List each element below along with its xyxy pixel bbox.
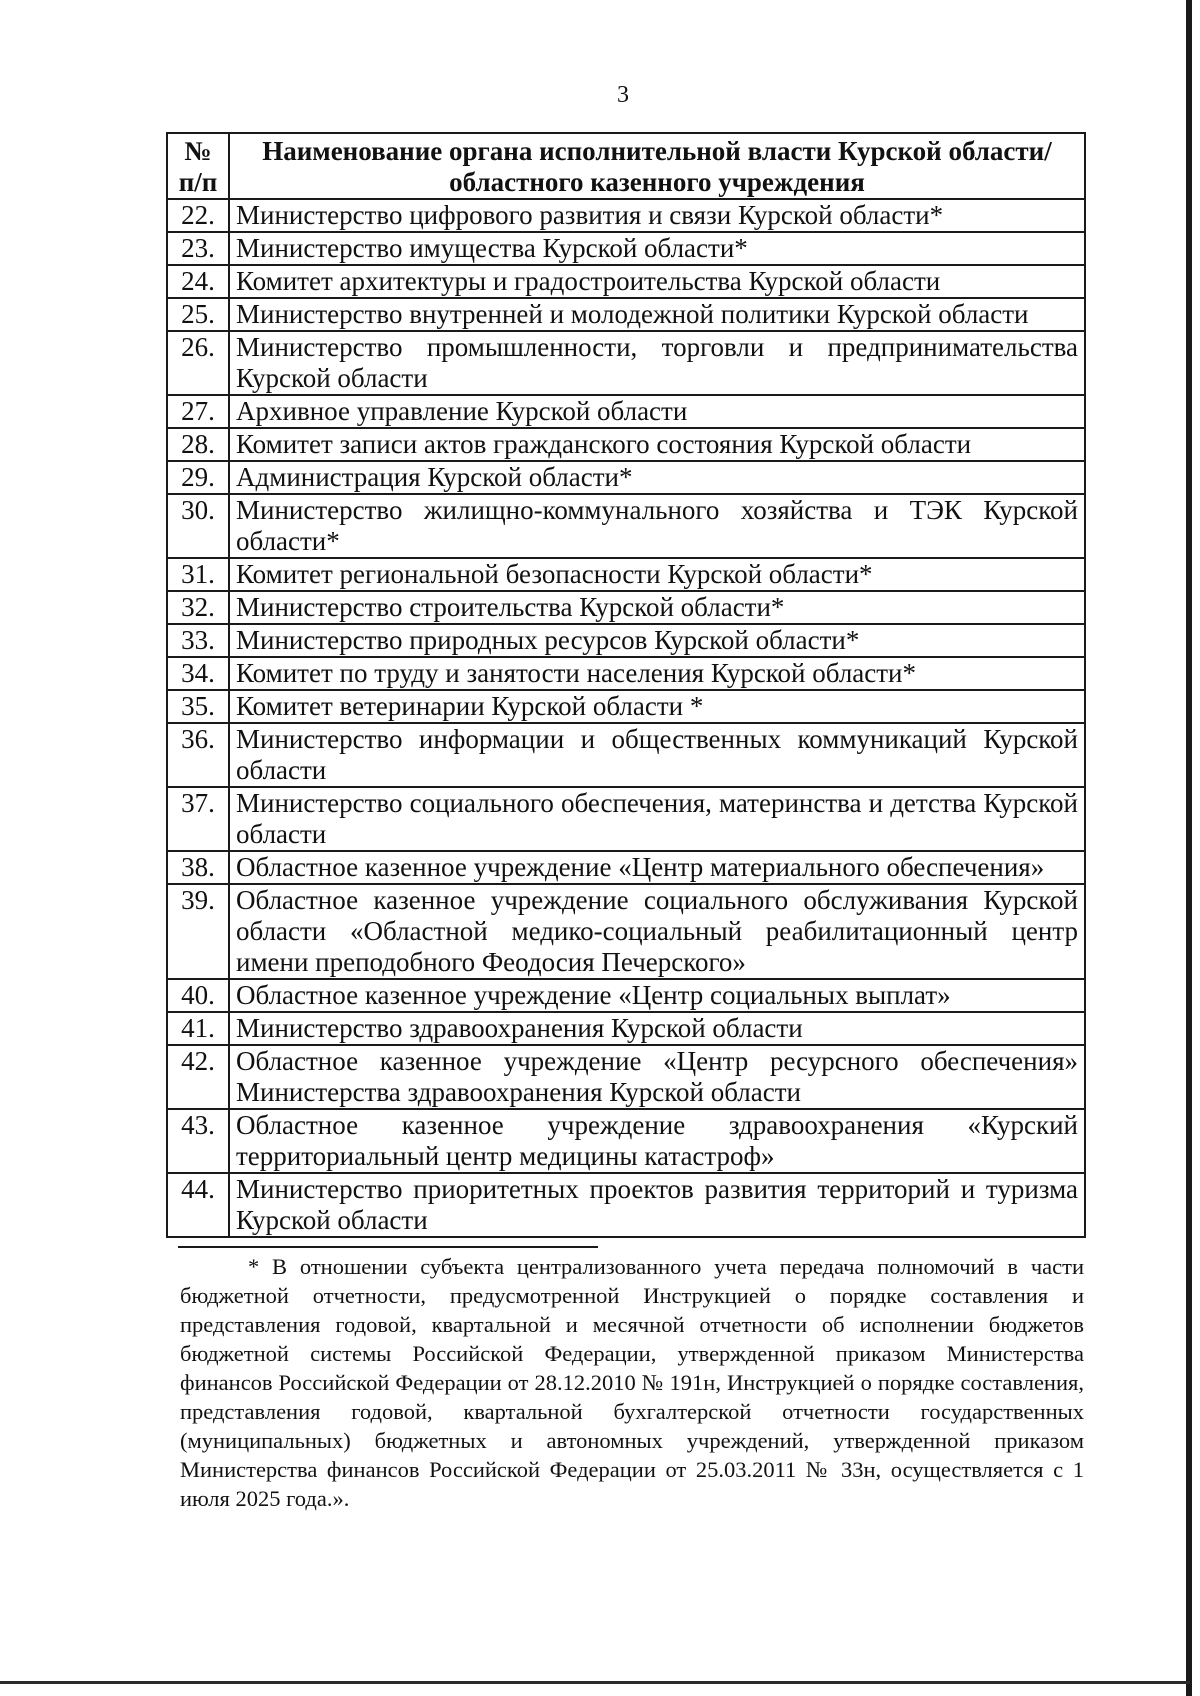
row-number: 22. [167, 199, 229, 232]
organization-name: Администрация Курской области* [229, 461, 1085, 494]
row-number: 42. [167, 1045, 229, 1109]
row-number: 29. [167, 461, 229, 494]
row-number: 40. [167, 979, 229, 1012]
organization-name: Министерство здравоохранения Курской области [229, 1012, 1085, 1045]
table-row [167, 331, 1085, 395]
organization-name: Министерство жилищно-коммунального хозяйства и ТЭК Курской области* [229, 494, 1085, 558]
organization-name: Комитет ветеринарии Курской области * [229, 690, 1085, 723]
row-number: 24. [167, 265, 229, 298]
organization-name: Областное казенное учреждение здравоохранения «Курский территориальный центр медицины катастроф» [229, 1109, 1085, 1173]
row-number: 36. [167, 723, 229, 787]
row-number: 41. [167, 1012, 229, 1045]
organization-name: Областное казенное учреждение «Центр социальных выплат» [229, 979, 1085, 1012]
table-row [167, 494, 1085, 558]
table-row [167, 787, 1085, 851]
organization-name: Комитет региональной безопасности Курской области* [229, 558, 1085, 591]
table-row [167, 723, 1085, 787]
organization-name: Областное казенное учреждение «Центр ресурсного обеспечения» Министерства здравоохранения Курской области [229, 1045, 1085, 1109]
organization-name: Областное казенное учреждение социального обслуживания Курской области «Областной медико-социальный реабилитационный центр имени преподобного Феодосия Печерского» [229, 884, 1085, 979]
organization-name: Министерство внутренней и молодежной политики Курской области [229, 298, 1085, 331]
organization-name: Комитет записи актов гражданского состояния Курской области [229, 428, 1085, 461]
table-row [167, 1012, 1085, 1045]
column-header-name: Наименование органа исполнительной власти Курской области/ областного казенного учреждения [229, 133, 1085, 199]
row-number: 38. [167, 851, 229, 884]
scan-edge-bottom [0, 1681, 1190, 1684]
row-number: 27. [167, 395, 229, 428]
organization-name: Министерство строительства Курской области* [229, 591, 1085, 624]
organization-name: Министерство природных ресурсов Курской области* [229, 624, 1085, 657]
column-header-number: № п/п [167, 133, 229, 199]
table-row [167, 461, 1085, 494]
row-number: 43. [167, 1109, 229, 1173]
footnote: * В отношении субъекта централизованного учета передача полномочий в части бюджетной отчетности, предусмотренной Инструкцией о порядке составления и представления годовой, квартальной и месячной отчетности об исполнении бюджетов бюджетной системы Российской Федерации, утвержденной приказом Министерства финансов Российской Федерации от 28.12.2010 № 191н, Инструкцией о порядке составления, представления годовой, квартальной бухгалтерской отчетности государственных (муниципальных) бюджетных и автономных учреждений, утвержденной приказом Министерства финансов Российской Федерации от 25.03.2011 № 33н, осуществляется с 1 июля 2025 года.». [180, 1254, 1084, 1511]
row-number: 25. [167, 298, 229, 331]
row-number: 37. [167, 787, 229, 851]
row-number: 34. [167, 657, 229, 690]
organization-name: Министерство промышленности, торговли и предпринимательства Курской области [229, 331, 1085, 395]
table-row [167, 558, 1085, 591]
table-row [167, 591, 1085, 624]
organization-name: Министерство приоритетных проектов развития территорий и туризма Курской области [229, 1173, 1085, 1237]
row-number: 35. [167, 690, 229, 723]
row-number: 23. [167, 232, 229, 265]
table-row [167, 298, 1085, 331]
table-row [167, 199, 1085, 232]
table-row [167, 1109, 1085, 1173]
table-row [167, 265, 1085, 298]
organization-name: Комитет архитектуры и градостроительства Курской области [229, 265, 1085, 298]
table-row [167, 851, 1085, 884]
row-number: 39. [167, 884, 229, 979]
table-row [167, 1173, 1085, 1237]
table-row [167, 624, 1085, 657]
table-row [167, 1045, 1085, 1109]
row-number: 31. [167, 558, 229, 591]
organization-name: Архивное управление Курской области [229, 395, 1085, 428]
table-row [167, 657, 1085, 690]
table-row [167, 690, 1085, 723]
organization-name: Комитет по труду и занятости населения Курской области* [229, 657, 1085, 690]
table-row [167, 232, 1085, 265]
footnote-separator [178, 1246, 598, 1248]
row-number: 32. [167, 591, 229, 624]
table-row [167, 884, 1085, 979]
organizations-table [166, 132, 1086, 1238]
row-number: 33. [167, 624, 229, 657]
row-number: 28. [167, 428, 229, 461]
organization-name: Министерство информации и общественных коммуникаций Курской области [229, 723, 1085, 787]
table-body [167, 199, 1085, 1237]
table-row [167, 979, 1085, 1012]
row-number: 44. [167, 1173, 229, 1237]
table-row [167, 428, 1085, 461]
row-number: 30. [167, 494, 229, 558]
table-row [167, 395, 1085, 428]
page-number: 3 [617, 82, 629, 108]
organization-name: Министерство социального обеспечения, материнства и детства Курской области [229, 787, 1085, 851]
row-number: 26. [167, 331, 229, 395]
organization-name: Областное казенное учреждение «Центр материального обеспечения» [229, 851, 1085, 884]
organization-name: Министерство цифрового развития и связи Курской области* [229, 199, 1085, 232]
scan-edge-right [1186, 0, 1192, 1696]
organization-name: Министерство имущества Курской области* [229, 232, 1085, 265]
table-header-row [167, 133, 1085, 199]
